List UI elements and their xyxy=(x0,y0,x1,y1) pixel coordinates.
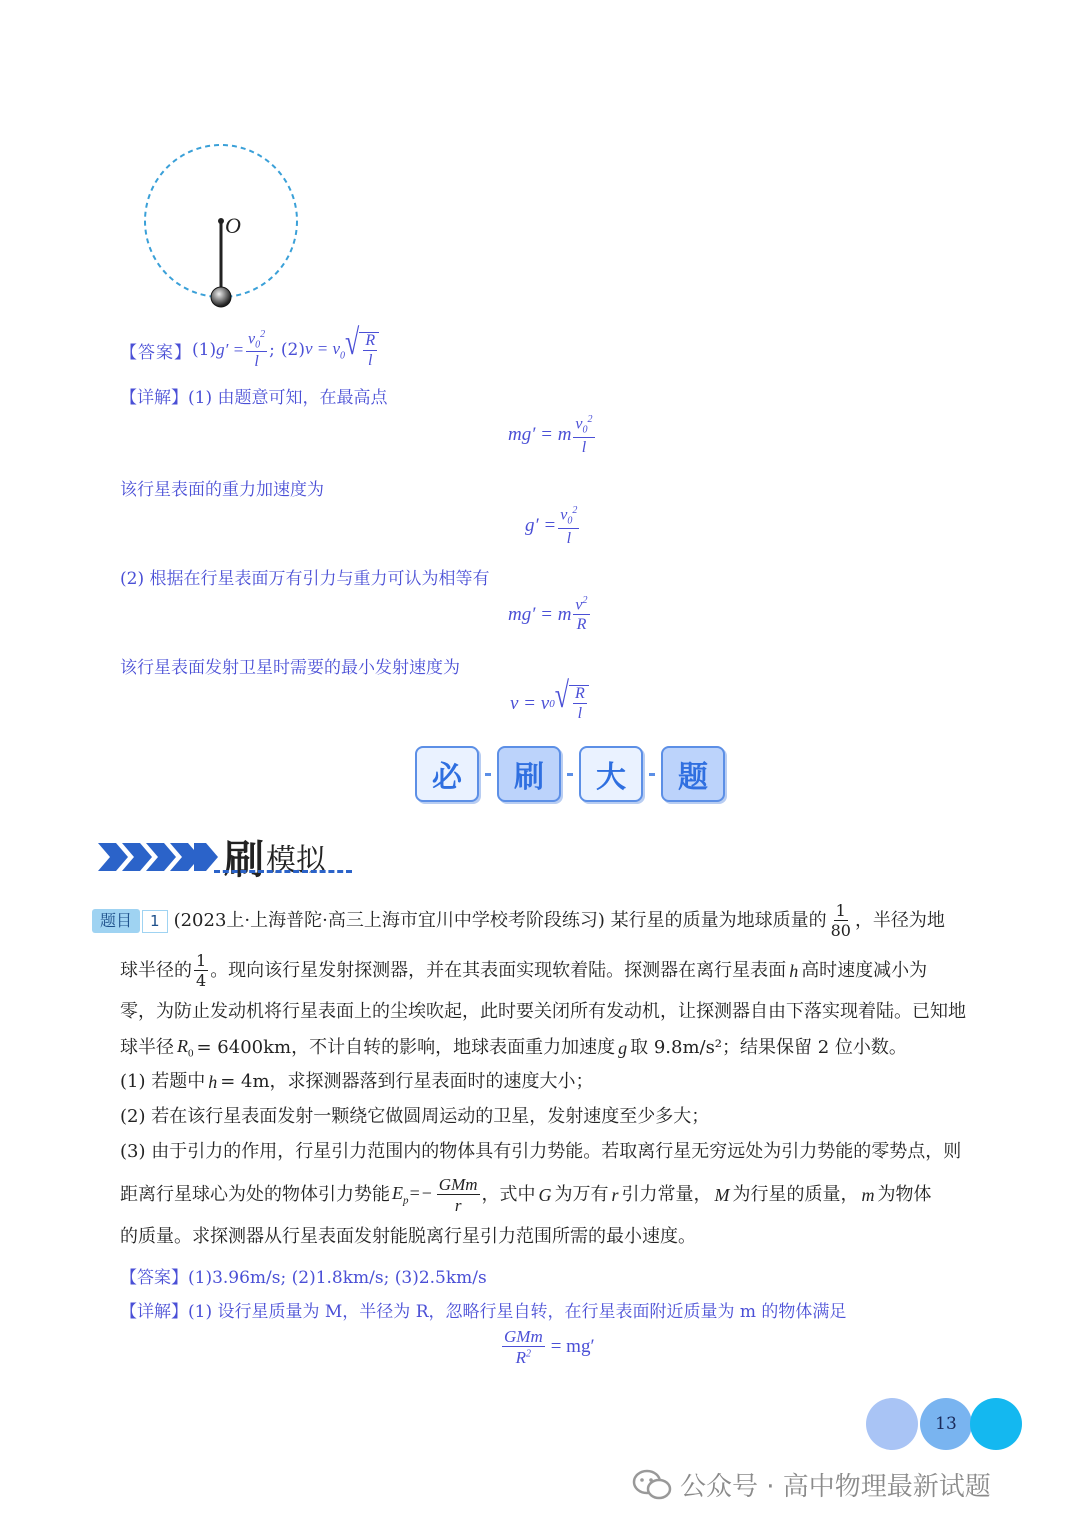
question-1: (1) 若题中 h = 4m，求探测器落到行星表面时的速度大小； xyxy=(120,1071,594,1092)
question-2: (2) 若在该行星表面发射一颗绕它做圆周运动的卫星，发射速度至少多大； xyxy=(120,1106,710,1127)
point-label-O: O xyxy=(225,213,241,238)
answer-tag: 【答案】 xyxy=(120,342,192,363)
problem-answer: 【答案】(1)3.96m/s; (2)1.8km/s; (3)2.5km/s xyxy=(120,1268,487,1288)
prev-detail-line4: 该行星表面发射卫星时需要的最小发射速度为 xyxy=(120,658,460,678)
banner-char-1: 必 xyxy=(415,746,479,802)
banner-char-3: 大 xyxy=(579,746,643,802)
problem-number: 1 xyxy=(142,910,168,933)
section-char: 刷 xyxy=(224,837,264,883)
problem-line2: 球半径的 $\frac{1}{4}$ 。现向该行星发射探测器，并在其表面实现软着陆。探测器在离行星表面 h 高时速度减小为 xyxy=(120,951,928,990)
page-circle-right xyxy=(970,1398,1022,1450)
watermark xyxy=(632,1466,991,1503)
problem-line1: 题目 1 (2023上·上海普陀·高三上海市宜川中学校考阶段练习) 某行星的质量为地球质量的 $\frac{1}{80}$ ，半径为地 xyxy=(92,903,945,939)
section-title: 模拟 xyxy=(266,842,326,878)
equation-mg-v2R: mg′ = m $\frac{v^2}{R}$ xyxy=(508,595,588,634)
banner-char-2: 刷 xyxy=(497,746,561,802)
pivot-point xyxy=(218,218,224,224)
chevrons-icon xyxy=(98,839,218,875)
section-header xyxy=(98,828,326,885)
equation-mg-prime: mg′ = m $\frac{v_0^2}{l}$ xyxy=(508,414,593,456)
problem-detail: 【详解】(1) 设行星质量为 M，半径为 R，忽略行星自转，在行星表面附近质量为 m 的物体满足 xyxy=(120,1302,847,1322)
banner-must-do xyxy=(415,746,725,802)
section-underline xyxy=(214,870,352,873)
question-3: (3) 由于引力的作用，行星引力范围内的物体具有引力势能。若取离行星无穷远处为引力势能的零势点，则 xyxy=(120,1141,962,1162)
problem-label: 题目 xyxy=(92,909,140,933)
problem-line4: 球半径 $R_0$ = 6400km，不计自转的影响，地球表面重力加速度 g 取 9.8m/s²；结果保留 2 位小数。 xyxy=(120,1036,907,1060)
answer-part2-label: (2) xyxy=(280,340,305,360)
problem-line3: 零，为防止发动机将行星表面上的尘埃吹起，此时要关闭所有发动机，让探测器自由下落实现着陆。已知地 xyxy=(120,1001,966,1022)
equation-v-sqrt: v = v 0 √ $\frac{R}{l}$ xyxy=(510,685,589,722)
prev-answer-line: 【答案】 (1) g′ = $\frac{v_0^2}{l}$ ; (2) $v = v_0$ √ $\frac{R}{l}$ xyxy=(120,330,379,370)
watermark-text: 公众号 · 高中物理最新试题 xyxy=(680,1472,991,1502)
question-3-line3: 的质量。求探测器从行星表面发射能脱离行星引力范围所需的最小速度。 xyxy=(120,1226,696,1247)
circular-motion-diagram xyxy=(130,135,320,325)
equation-gmm: $\frac{\text{GMm}}{R^2}$ = mg′ xyxy=(504,1327,595,1367)
ball xyxy=(211,287,231,307)
equation-g-prime: g′ = $\frac{v_0^2}{l}$ xyxy=(525,505,578,547)
detail-tag: 【详解】 xyxy=(120,388,188,408)
question-3-line2: 距离行星球心为处的物体引力势能 $E_p=-$ $\frac{\text{GMm}}{r}$ ，式中 G 为万有 r 引力常量， M 为行星的质量， m 为物体 xyxy=(120,1175,932,1215)
wechat-icon xyxy=(632,1468,672,1502)
page-circle-left xyxy=(866,1398,918,1450)
banner-char-4: 题 xyxy=(661,746,725,802)
prev-detail-line2: 该行星表面的重力加速度为 xyxy=(120,480,324,500)
prev-detail-line3: (2) 根据在行星表面万有引力与重力可认为相等有 xyxy=(120,569,490,589)
answer-separator: ; xyxy=(269,340,275,360)
page-number: 13 xyxy=(920,1398,972,1450)
prev-detail-line1: 【详解】(1) 由题意可知，在最高点 xyxy=(120,388,388,408)
answer-part1-label: (1) xyxy=(192,340,217,360)
